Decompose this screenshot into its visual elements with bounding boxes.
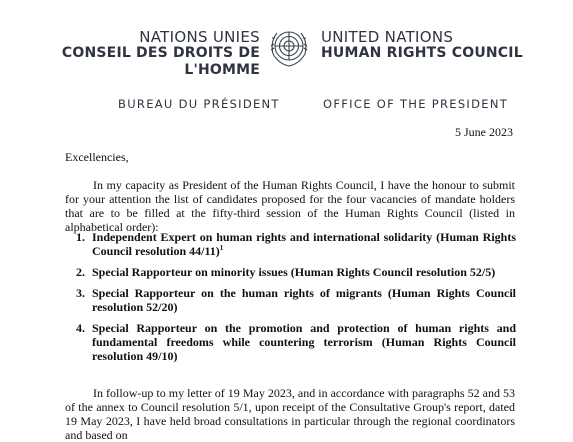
- item-number: 4.: [76, 321, 85, 335]
- human-rights-council-text: HUMAN RIGHTS COUNCIL: [321, 45, 523, 61]
- salutation: Excellencies,: [65, 150, 129, 164]
- nations-unies-text: NATIONS UNIES: [139, 28, 260, 46]
- item-number: 2.: [76, 265, 85, 279]
- conseil-text: CONSEIL DES DROITS DE L'HOMME: [61, 45, 260, 78]
- item-text: Special Rapporteur on minority issues (Human Rights Council resolution 52/5): [92, 265, 496, 279]
- letterhead-english: [321, 29, 561, 62]
- item-text: Independent Expert on human rights and international solidarity (Human Rights Council resolution 44/11): [92, 230, 516, 258]
- footnote-marker: 1: [219, 244, 224, 252]
- office-of-the-president: OFFICE OF THE PRESIDENT: [323, 97, 509, 111]
- list-item: [76, 286, 516, 314]
- letter-date: 5 June 2023: [455, 125, 513, 139]
- list-item: [76, 321, 516, 363]
- united-nations-text: UNITED NATIONS: [321, 28, 454, 46]
- item-text: Special Rapporteur on the human rights of migrants (Human Rights Council resolution 52/20): [92, 286, 516, 314]
- item-number: 1.: [76, 230, 85, 244]
- item-number: 3.: [76, 286, 85, 300]
- intro-paragraph: In my capacity as President of the Human Rights Council, I have the honour to submit for your attention the list of candidates proposed for the four vacancies of mandate holders that are to be filled at the fifty-third session of the Human Rights Council (listed in alphabetical order):: [65, 178, 515, 234]
- un-emblem-icon: [265, 24, 313, 72]
- list-item: [76, 230, 516, 258]
- item-text: Special Rapporteur on the promotion and protection of human rights and fundamental freedoms while countering terrorism (Human Rights Council resolution 49/10): [92, 321, 516, 363]
- letterhead-french: [20, 29, 260, 79]
- list-item: [76, 265, 516, 279]
- mandate-list: [76, 230, 516, 370]
- follow-up-paragraph: In follow-up to my letter of 19 May 2023, and in accordance with paragraphs 52 and 53 of the annex to Council resolution 5/1, upon receipt of the Consultative Group's report, dated 19 May 2023, I have held broad consultations in particular through the regional coordinators and based on: [65, 386, 515, 442]
- bureau-du-president: BUREAU DU PRÉSIDENT: [118, 97, 280, 111]
